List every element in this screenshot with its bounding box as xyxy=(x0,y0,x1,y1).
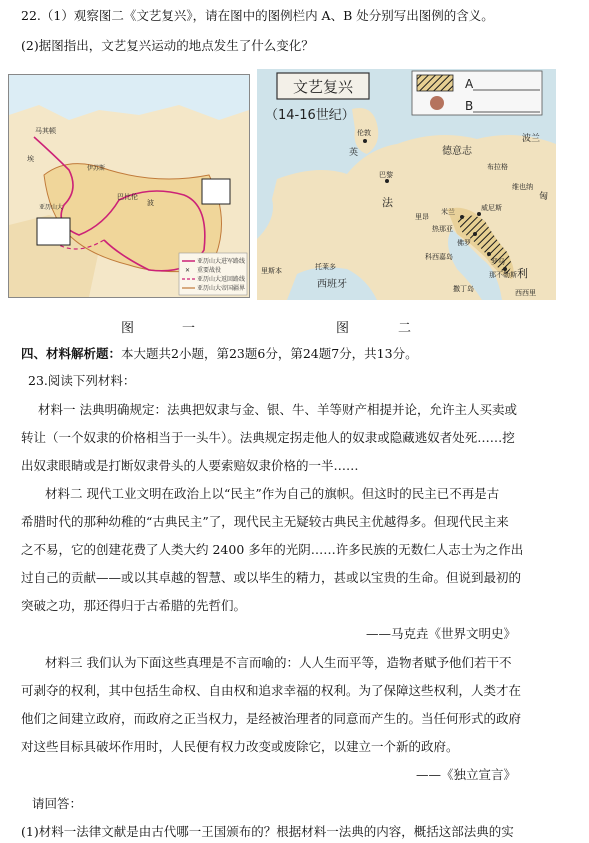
q23-m2-l2: 希腊时代的那种幼稚的“古典民主”了，现代民主无疑较古典民主优越得多。但现代民主来 xyxy=(21,514,509,529)
battle-icon: ✕ xyxy=(185,267,191,274)
city-dot-venice xyxy=(477,212,481,216)
q22-line2: (2)据图指出，文艺复兴运动的地点发生了什么变化？ xyxy=(21,38,314,53)
figure2-subtitle: （14-16世纪） xyxy=(265,108,355,123)
q23-m3-l3: 他们之间建立政府，而政府之正当权力，是经被治理者的同意而产生的。当任何形式的政府 xyxy=(21,711,522,726)
section4-heading: 四、材料解析题： xyxy=(21,346,122,361)
label-vienna: 维也纳 xyxy=(512,183,533,191)
label-genoa: 热那亚 xyxy=(432,225,453,233)
figure1-caption-left: 图 xyxy=(121,321,135,336)
label-london: 伦敦 xyxy=(357,129,371,137)
q23-q1: (1)材料一法律文献是由古代哪一王国颁布的？根据材料一法典的内容，概括这部法典的实 xyxy=(21,824,514,839)
q23-m3-l4: 对这些目标具破坏作用时，人民便有权力改变或废除它，以建立一个新的政府。 xyxy=(21,739,459,754)
blank-box-left xyxy=(37,218,70,245)
label-italy: 利 xyxy=(517,267,528,280)
label-paris: 巴黎 xyxy=(379,171,393,179)
label-macedonia: 马其顿 xyxy=(35,127,56,135)
label-toledo: 托莱多 xyxy=(315,263,336,271)
city-dot-florence xyxy=(473,232,477,236)
city-dot-paris xyxy=(385,179,389,183)
label-naples: 那不勒斯 xyxy=(489,271,517,279)
figure2-title: 文艺复兴 xyxy=(292,78,354,96)
label-lisbon: 里斯本 xyxy=(261,267,282,275)
label-prague: 布拉格 xyxy=(487,163,508,171)
label-poland: 波兰 xyxy=(522,134,541,144)
q23-m2-l4: 过自己的贡献——或以其卓越的智慧、或以毕生的精力，甚或以宝贵的生命。但说到最初的 xyxy=(21,570,522,585)
legend2-text: 重要战役 xyxy=(197,267,222,274)
label-persia: 波 xyxy=(147,199,154,207)
q23-intro: 23.阅读下列材料： xyxy=(28,373,136,388)
label-spain: 西班牙 xyxy=(317,279,347,290)
legend1-text: 亚历山大进军路线 xyxy=(197,258,246,265)
label-corsica: 科西嘉岛 xyxy=(425,253,453,261)
q23-m1-l3: 出奴隶眼睛或是打断奴隶骨头的人要索赔奴隶价格的一半…… xyxy=(21,458,359,473)
label-gaugamela: 伊苏斯 xyxy=(87,165,106,172)
q23-m2-l1: 材料二 现代工业文明在政治上以“民主”作为自己的旗帜。但这时的民主已不再是古 xyxy=(45,486,500,501)
q23-m3-source: ——《独立宣言》 xyxy=(415,767,516,782)
q23-m2-l3: 之不易，它的创建花费了人类大约 2400 多年的光阴……许多民族的无数仁人志士为之作出 xyxy=(21,542,524,557)
label-rome: 罗马 xyxy=(491,258,505,266)
section4-desc: 本大题共2小题，第23题6分，第24题7分，共13分。 xyxy=(121,346,418,361)
city-dot-milan xyxy=(460,215,464,219)
q23-ask: 请回答： xyxy=(32,796,83,811)
figure2-map xyxy=(257,69,556,300)
label-germany: 德意志 xyxy=(442,146,472,157)
q23-m3-l2: 可剥夺的权利，其中包括生命权、自由权和追求幸福的权利。为了保障这些权利，人类才在 xyxy=(21,683,522,698)
q23-m1-l1: 材料一 法典明确规定：法典把奴隶与金、银、牛、羊等财产相提并论，允许主人买卖或 xyxy=(38,402,517,417)
q23-m1-l2: 转让（一个奴隶的价格相当于一头牛）。法典规定拐走他人的奴隶或隐藏逃奴者处死……挖 xyxy=(21,430,515,445)
label-florence: 佛罗 xyxy=(457,239,471,247)
label-sicily: 西西里 xyxy=(515,289,536,297)
label-france: 法 xyxy=(382,196,393,209)
legend-a-swatch xyxy=(417,75,453,91)
section4-line xyxy=(21,346,418,362)
legend4-text: 亚历山大帝国疆界 xyxy=(197,285,246,292)
q23-m2-source: ——马克垚《世界文明史》 xyxy=(365,626,516,641)
q23-m2-l5: 突破之功，那还得归于古希腊的先哲们。 xyxy=(21,598,247,613)
blank-box-right xyxy=(202,179,230,204)
legend-a-label: A xyxy=(465,77,474,91)
q22-line1: 22.（1）观察图二《文艺复兴》，请在图中的图例栏内 A、B 处分别写出图例的含义。 xyxy=(21,8,494,23)
label-lyon: 里昂 xyxy=(415,213,429,221)
label-sardinia: 撒丁岛 xyxy=(453,285,474,293)
label-hungary: 匈 xyxy=(539,192,549,202)
legend-b-label: B xyxy=(465,99,474,113)
city-dot-london xyxy=(363,139,367,143)
figure1-map xyxy=(8,74,250,298)
label-egypt: 埃 xyxy=(27,155,34,163)
label-babylon: 巴比伦 xyxy=(117,193,138,201)
figure2-caption-right: 二 xyxy=(398,321,412,336)
legend3-text: 亚历山大返回路线 xyxy=(197,276,246,283)
city-dot-rome xyxy=(487,252,491,256)
figure1-caption-right: 一 xyxy=(182,321,196,336)
figure2-svg xyxy=(257,69,556,300)
label-england: 英 xyxy=(349,148,359,158)
label-alexandria: 亚历山大 xyxy=(39,204,64,211)
legend-b-swatch xyxy=(430,96,444,110)
figure1-svg xyxy=(9,75,249,297)
figure2-caption-left: 图 xyxy=(336,321,350,336)
label-venice: 威尼斯 xyxy=(481,204,502,212)
q23-m3-l1: 材料三 我们认为下面这些真理是不言而喻的：人人生而平等，造物者赋予他们若干不 xyxy=(45,655,512,670)
label-milan: 米兰 xyxy=(441,208,455,216)
